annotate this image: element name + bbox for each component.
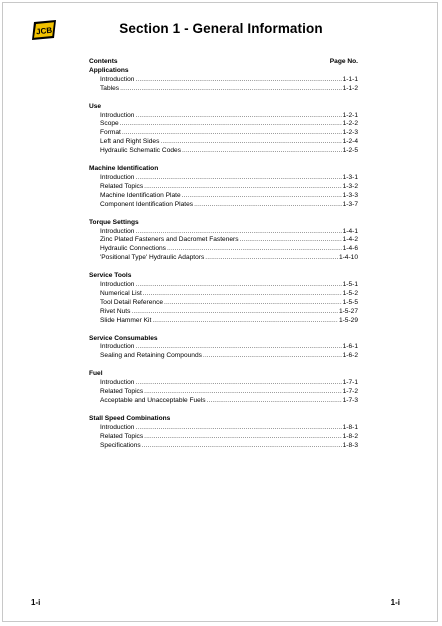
- toc-entry-page: 1-8-2: [342, 432, 358, 440]
- toc-entry-page: 1-3-7: [342, 200, 358, 208]
- toc-entry-label: Introduction: [100, 227, 135, 235]
- toc-entry-label: Rivet Nuts: [100, 307, 131, 315]
- toc-entry-label: Related Topics: [100, 182, 144, 190]
- toc-entry-page: 1-2-3: [342, 129, 358, 137]
- toc-sections: [89, 67, 358, 451]
- toc-section-title: Torque Settings: [89, 218, 139, 226]
- toc-entry-label: Related Topics: [100, 388, 144, 396]
- page-title: Section 1 - General Information: [119, 21, 323, 36]
- dot-leader: [135, 343, 341, 352]
- toc-entry-page: 1-3-2: [342, 182, 358, 190]
- toc-entry[interactable]: [89, 433, 358, 442]
- toc-entry-label: Specifications: [100, 441, 141, 449]
- toc-section: [89, 67, 358, 94]
- toc-entry-label: Tool Detail Reference: [100, 298, 164, 306]
- toc-entry-label: Related Topics: [100, 432, 144, 440]
- dot-leader: [120, 120, 342, 129]
- toc-entry[interactable]: [89, 228, 358, 237]
- toc-entry-page: 1-4-10: [338, 254, 358, 262]
- toc-entry-page: 1-2-2: [342, 120, 358, 128]
- toc-entry[interactable]: [89, 317, 358, 326]
- toc-section: [89, 415, 358, 451]
- svg-text:JCB: JCB: [35, 25, 53, 37]
- toc-entry-page: 1-2-4: [342, 138, 358, 146]
- toc-entry[interactable]: [89, 138, 358, 147]
- toc-entry[interactable]: [89, 147, 358, 156]
- page-number-label: Page No.: [329, 58, 358, 65]
- dot-leader: [144, 388, 341, 397]
- dot-leader: [120, 85, 342, 94]
- toc-entry[interactable]: [89, 343, 358, 352]
- toc-entry-page: 1-3-1: [342, 173, 358, 181]
- toc-entry[interactable]: [89, 388, 358, 397]
- toc-entry[interactable]: [89, 85, 358, 94]
- dot-leader: [135, 76, 341, 85]
- toc-entry[interactable]: [89, 120, 358, 129]
- toc-section-title: Service Consumables: [89, 334, 158, 342]
- toc-entry-page: 1-2-5: [342, 147, 358, 155]
- dot-leader: [135, 228, 341, 237]
- toc-entry-label: Tables: [100, 84, 120, 92]
- toc-entry-label: Introduction: [100, 173, 135, 181]
- toc-entry[interactable]: [89, 192, 358, 201]
- toc-entry-label: Introduction: [100, 379, 135, 387]
- toc-entry[interactable]: [89, 245, 358, 254]
- toc-entry-label: Introduction: [100, 111, 135, 119]
- toc-entry-page: 1-5-27: [338, 307, 358, 315]
- toc-entry-label: Slide Hammer Kit: [100, 316, 152, 324]
- toc-entry-page: 1-5-5: [342, 298, 358, 306]
- toc-entry-label: Machine Identification Plate: [100, 191, 181, 199]
- dot-leader: [142, 442, 342, 451]
- dot-leader: [135, 424, 341, 433]
- toc-entry[interactable]: [89, 201, 358, 210]
- toc-entry-label: Introduction: [100, 423, 135, 431]
- toc-entry-label: 'Positional Type' Hydraulic Adaptors: [100, 254, 205, 262]
- toc-entry[interactable]: [89, 183, 358, 192]
- toc-entry[interactable]: [89, 129, 358, 138]
- footer-page-left: 1-i: [31, 598, 41, 607]
- toc-entry-page: 1-5-2: [342, 289, 358, 297]
- footer-page-right: 1-i: [390, 598, 400, 607]
- toc-entry-page: 1-5-29: [338, 316, 358, 324]
- dot-leader: [144, 183, 341, 192]
- toc-entry-page: 1-7-1: [342, 379, 358, 387]
- toc-entry[interactable]: [89, 308, 358, 317]
- toc-entry-page: 1-6-2: [342, 352, 358, 360]
- table-of-contents: [89, 58, 358, 460]
- toc-entry[interactable]: [89, 236, 358, 245]
- dot-leader: [205, 254, 338, 263]
- toc-section: [89, 370, 358, 406]
- toc-entry-page: 1-8-3: [342, 441, 358, 449]
- toc-entry-label: Acceptable and Unacceptable Fuels: [100, 397, 206, 404]
- toc-entry-label: Hydraulic Connections: [100, 245, 166, 253]
- toc-section: [89, 219, 358, 264]
- dot-leader: [135, 379, 341, 388]
- toc-section-title: Applications: [89, 66, 129, 74]
- dot-leader: [144, 433, 341, 442]
- dot-leader: [160, 138, 341, 147]
- toc-entry-label: Numerical List: [100, 289, 142, 297]
- toc-entry[interactable]: [89, 290, 358, 299]
- dot-leader: [203, 352, 342, 361]
- toc-section-title: Fuel: [89, 370, 103, 378]
- toc-entry[interactable]: [89, 112, 358, 121]
- toc-entry[interactable]: [89, 76, 358, 85]
- toc-entry[interactable]: [89, 442, 358, 451]
- toc-entry-label: Sealing and Retaining Compounds: [100, 352, 202, 360]
- toc-entry-label: Introduction: [100, 281, 135, 289]
- toc-section-title: Service Tools: [89, 272, 132, 280]
- toc-section-title: Machine Identification: [89, 165, 159, 173]
- toc-entry-label: Introduction: [100, 75, 135, 83]
- toc-entry-page: 1-7-2: [342, 388, 358, 396]
- toc-entry[interactable]: [89, 424, 358, 433]
- toc-section: [89, 103, 358, 156]
- toc-entry-label: Hydraulic Schematic Codes: [100, 147, 181, 155]
- toc-entry-page: 1-4-2: [342, 236, 358, 244]
- dot-leader: [131, 308, 338, 317]
- dot-leader: [207, 397, 342, 406]
- dot-leader: [240, 236, 342, 245]
- toc-entry-label: Component Identification Plates: [100, 200, 194, 208]
- toc-entry-page: 1-1-2: [342, 84, 358, 92]
- toc-entry[interactable]: [89, 397, 358, 406]
- toc-entry[interactable]: [89, 299, 358, 308]
- dot-leader: [194, 201, 341, 210]
- toc-entry[interactable]: [89, 281, 358, 290]
- toc-entry-page: 1-1-1: [342, 75, 358, 83]
- contents-label: Contents: [89, 58, 118, 65]
- toc-entry-page: 1-8-1: [342, 423, 358, 431]
- toc-entry-label: Left and Right Sides: [100, 138, 160, 146]
- dot-leader: [135, 281, 341, 290]
- toc-entry-page: 1-7-3: [342, 397, 358, 404]
- dot-leader: [164, 299, 342, 308]
- dot-leader: [182, 147, 342, 156]
- dot-leader: [143, 290, 342, 299]
- toc-entry-page: 1-4-6: [342, 245, 358, 253]
- toc-entry-page: 1-6-1: [342, 343, 358, 351]
- toc-entry-label: Format: [100, 129, 121, 137]
- dot-leader: [152, 317, 338, 326]
- dot-leader: [182, 192, 342, 201]
- toc-entry-label: Zinc Plated Fasteners and Dacromet Fasteners: [100, 236, 239, 244]
- dot-leader: [167, 245, 342, 254]
- toc-section: [89, 165, 358, 210]
- toc-entry-page: 1-3-3: [342, 191, 358, 199]
- toc-section-title: Use: [89, 102, 102, 110]
- toc-entry-page: 1-5-1: [342, 281, 358, 289]
- toc-entry-page: 1-4-1: [342, 227, 358, 235]
- dot-leader: [135, 174, 341, 183]
- dot-leader: [122, 129, 342, 138]
- toc-entry[interactable]: [89, 254, 358, 263]
- dot-leader: [135, 112, 341, 121]
- toc-section: [89, 272, 358, 325]
- toc-section-title: Stall Speed Combinations: [89, 414, 171, 422]
- toc-entry-page: 1-2-1: [342, 111, 358, 119]
- toc-entry-label: Introduction: [100, 343, 135, 351]
- toc-entry-label: Scope: [100, 120, 119, 128]
- toc-entry[interactable]: [89, 174, 358, 183]
- toc-header: [89, 58, 358, 67]
- toc-section: [89, 335, 358, 362]
- toc-entry[interactable]: [89, 379, 358, 388]
- toc-entry[interactable]: [89, 352, 358, 361]
